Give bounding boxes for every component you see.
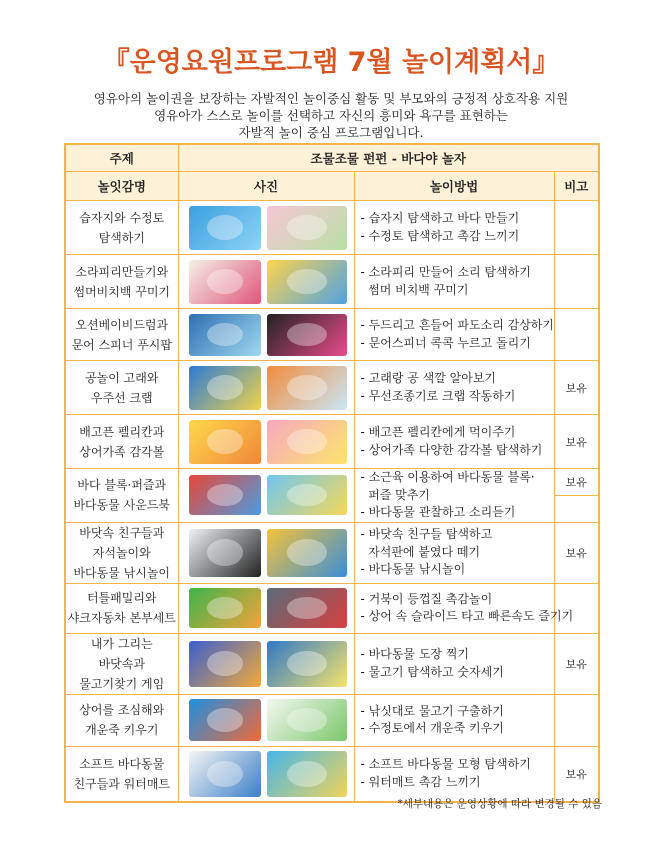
play-method-line: - 배고픈 펠리칸에게 먹이주기 — [360, 425, 516, 439]
play-method — [354, 361, 554, 415]
activity-photos — [178, 583, 354, 633]
play-method-line: - 소프트 바다동물 모형 탐색하기 — [360, 757, 531, 772]
play-method-line: - 바다동물 도장 찍기 — [360, 647, 470, 661]
play-method-line: - 수정토에서 개운죽 키우기 — [360, 721, 504, 735]
activity-name-line: 물고기찾기 게임 — [79, 676, 165, 691]
table-row — [65, 255, 599, 309]
note-cell: 보유 — [554, 415, 599, 469]
activity-name-line: 탐색하기 — [98, 230, 145, 245]
play-method-line: - 소근육 이용하여 바다동물 블록· — [360, 470, 535, 484]
activity-photos — [178, 633, 354, 694]
play-method — [354, 469, 554, 523]
toy-photo — [267, 751, 347, 797]
intro-text — [40, 90, 622, 141]
activity-name-line: 바다 블록·퍼즐과 — [77, 478, 167, 493]
play-method-line: 썸머 비치백 꾸미기 — [360, 282, 469, 297]
note-cell — [554, 309, 599, 361]
toy-photo — [267, 420, 347, 464]
intro-line: 자발적 놀이 중심 프로그램입니다. — [238, 125, 424, 140]
table-row — [65, 309, 599, 361]
play-method — [354, 415, 554, 469]
column-header-activity: 놀잇감명 — [65, 172, 178, 201]
activity-name-line: 공놀이 고래와 — [85, 370, 159, 385]
activity-photos — [178, 522, 354, 583]
play-method-line: - 상어 속 슬라이드 타고 빠른속도 즐기기 — [360, 609, 574, 623]
activity-name-line: 문어 스피너 푸시팝 — [71, 337, 172, 352]
activity-name-line: 상어를 조심해와 — [79, 703, 165, 717]
table-row — [65, 522, 599, 583]
play-method-line: - 고래랑 공 색깔 알아보기 — [360, 371, 497, 385]
play-method-line: - 바다동물 관찰하고 소리듣기 — [360, 505, 516, 519]
play-method-line: - 문어스피너 콕콕 누르고 돌리기 — [360, 335, 531, 350]
note-cell: 보유 — [554, 633, 599, 694]
toy-photo — [189, 699, 261, 741]
page-title: 『운영요원프로그램 7월 놀이계획서』 — [102, 47, 560, 78]
note-cell: 보유 — [554, 361, 599, 415]
toy-photo — [267, 699, 347, 741]
play-method-line: 자석판에 붙였다 떼기 — [360, 544, 481, 559]
activity-name-line: 오션베이비드럼과 — [75, 317, 169, 332]
activity-photos — [178, 201, 354, 255]
toy-photo — [189, 588, 261, 628]
toy-photo — [267, 588, 347, 628]
toy-photo — [189, 641, 261, 687]
activity-name-line: 바닷속과 — [98, 656, 145, 671]
activity-name-line: 샤크자동차 본부세트 — [67, 611, 176, 625]
activity-name — [65, 309, 178, 361]
play-method — [354, 522, 554, 583]
activity-name-line: 터틀패밀리와 — [86, 591, 157, 605]
activity-name — [65, 201, 178, 255]
toy-photo — [267, 314, 347, 356]
intro-line: 영유아의 놀이권을 보장하는 자발적인 놀이중심 활동 및 부모와의 긍정적 상호작용 지원 — [93, 91, 569, 106]
column-header-note: 비고 — [554, 172, 599, 201]
note-cell: 보유 — [554, 469, 599, 496]
activity-name-line: 친구들과 워터매트 — [73, 776, 171, 791]
toy-photo — [267, 475, 347, 515]
play-method — [354, 694, 554, 746]
table-row — [65, 201, 599, 255]
theme-value: 조물조물 펀펀 - 바다야 놀자 — [178, 144, 599, 172]
activity-name — [65, 255, 178, 309]
activity-name-line: 습자지와 수정토 — [79, 210, 165, 225]
theme-label: 주제 — [65, 144, 178, 172]
activity-name-line: 바다동물 낚시놀이 — [73, 565, 171, 580]
toy-photo — [189, 314, 261, 356]
play-method-line: - 바다동물 낚시놀이 — [360, 562, 466, 577]
footnote: *세부내용은 운영상황에 따라 변경될 수 있음 — [397, 798, 602, 810]
toy-photo — [267, 206, 347, 250]
activity-photos — [178, 469, 354, 523]
toy-photo — [189, 206, 261, 250]
table-row — [65, 694, 599, 746]
table-row — [65, 415, 599, 469]
activity-name — [65, 746, 178, 802]
toy-photo — [189, 751, 261, 797]
play-method — [354, 309, 554, 361]
play-method-line: - 거북이 등껍질 촉감놀이 — [360, 591, 493, 606]
activity-photos — [178, 694, 354, 746]
note-cell: 보유 — [554, 746, 599, 802]
activity-name-line: 개운죽 키우기 — [85, 723, 159, 737]
table-row — [65, 361, 599, 415]
toy-photo — [189, 475, 261, 515]
activity-photos — [178, 255, 354, 309]
play-method — [354, 201, 554, 255]
play-method — [354, 746, 554, 802]
toy-photo — [189, 420, 261, 464]
toy-photo — [267, 529, 347, 577]
table-row — [65, 746, 599, 802]
toy-photo — [189, 529, 261, 577]
activity-name-line: 우주선 크랩 — [90, 390, 153, 405]
play-method-line: - 두드리고 흔들어 파도소리 감상하기 — [360, 318, 554, 332]
column-header-method: 놀이방법 — [354, 172, 554, 201]
activity-photos — [178, 361, 354, 415]
play-method-line: - 상어가족 다양한 감각볼 탐색하기 — [360, 442, 543, 457]
play-method — [354, 255, 554, 309]
activity-photos — [178, 415, 354, 469]
play-method-line: - 낚싯대로 물고기 구출하기 — [360, 703, 504, 718]
toy-photo — [267, 366, 347, 410]
activity-name — [65, 583, 178, 633]
play-method-line: - 소라피리 만들어 소리 탐색하기 — [360, 265, 531, 279]
activity-name-line: 썸머비치백 꾸미기 — [73, 284, 171, 299]
note-cell — [554, 201, 599, 255]
activity-photos — [178, 746, 354, 802]
play-method-line: - 수정토 탐색하고 촉감 느끼기 — [360, 228, 520, 243]
play-method-line: - 습자지 탐색하고 바다 만들기 — [360, 211, 520, 225]
toy-photo — [267, 641, 347, 687]
activity-name — [65, 415, 178, 469]
note-cell: 보유 — [554, 522, 599, 583]
activity-name-line: 바다동물 사운드북 — [73, 498, 171, 513]
activity-name-line: 배고픈 펠리칸과 — [79, 424, 165, 439]
activity-name — [65, 522, 178, 583]
play-method-line: 퍼즐 맞추기 — [360, 487, 430, 502]
play-method — [354, 633, 554, 694]
note-cell — [554, 583, 599, 633]
toy-photo — [267, 260, 347, 304]
play-method-line: - 물고기 탐색하고 숫자세기 — [360, 664, 504, 679]
activity-name-line: 내가 그리는 — [90, 636, 153, 651]
table-row — [65, 469, 599, 496]
toy-photo — [189, 260, 261, 304]
note-cell — [554, 694, 599, 746]
activity-name — [65, 633, 178, 694]
activity-name — [65, 469, 178, 523]
play-plan-table — [64, 143, 600, 803]
activity-name-line: 소라피리만들기와 — [75, 264, 169, 279]
activity-name-line: 소프트 바다동물 — [79, 756, 165, 771]
toy-photo — [189, 366, 261, 410]
play-method — [354, 583, 574, 633]
play-method-line: - 바닷속 친구들 탐색하고 — [360, 527, 493, 542]
activity-name-line: 자석놀이와 — [92, 545, 151, 560]
activity-name-line: 바닷속 친구들과 — [79, 525, 165, 540]
play-method-line: - 워터매트 촉감 느끼기 — [360, 774, 481, 789]
note-cell — [554, 495, 599, 522]
activity-photos — [178, 309, 354, 361]
note-cell — [554, 255, 599, 309]
intro-line: 영유아가 스스로 놀이를 선택하고 자신의 흥미와 욕구를 표현하는 — [154, 108, 508, 123]
activity-name — [65, 361, 178, 415]
table-row — [65, 633, 599, 694]
activity-name — [65, 694, 178, 746]
activity-name-line: 상어가족 감각볼 — [79, 444, 165, 459]
column-header-photo: 사진 — [178, 172, 354, 201]
play-method-line: - 무선조종기로 크랩 작동하기 — [360, 388, 516, 403]
table-row — [65, 583, 599, 633]
